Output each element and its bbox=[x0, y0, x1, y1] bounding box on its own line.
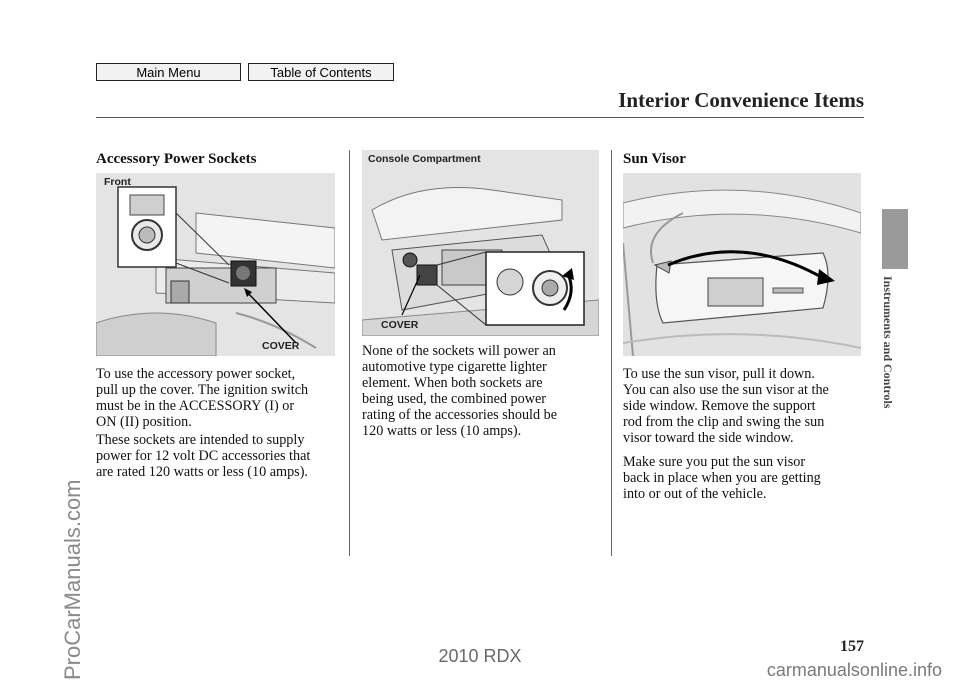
paragraph: None of the sockets will power an automotive type cigarette lighter element. When both sockets are being used, the combined power rating of the accessories should be 120 watts or less (10 amps). bbox=[362, 343, 558, 439]
console-compartment-label: Console Compartment bbox=[368, 153, 481, 165]
section-title: Interior Convenience Items bbox=[618, 88, 864, 112]
cover-label: COVER bbox=[262, 340, 300, 352]
side-tab-marker bbox=[882, 209, 908, 269]
column-divider bbox=[611, 150, 612, 556]
page-number: 157 bbox=[840, 638, 864, 655]
paragraph: To use the accessory power socket, pull up the cover. The ignition switch must be in the ACCESSORY (I) or ON (II) position. bbox=[96, 366, 309, 430]
paragraph: Make sure you put the sun visor back in place when you are getting into or out of the vehicle. bbox=[623, 454, 821, 502]
title-rule bbox=[96, 117, 864, 118]
accessory-power-sockets-heading: Accessory Power Sockets bbox=[96, 151, 257, 167]
cover-label: COVER bbox=[381, 319, 419, 331]
sun-visor-illustration bbox=[623, 173, 861, 356]
paragraph: To use the sun visor, pull it down. You can also use the sun visor at the side window. Remove the support rod from the clip and swing the sun visor toward the side window. bbox=[623, 366, 829, 446]
column-divider bbox=[349, 150, 350, 556]
paragraph: These sockets are intended to supply power for 12 volt DC accessories that are rated 120 watts or less (10 amps). bbox=[96, 432, 311, 480]
front-socket-illustration bbox=[96, 173, 335, 356]
console-compartment-illustration bbox=[362, 150, 599, 336]
side-tab-label: Instruments and Controls bbox=[881, 276, 895, 409]
front-label: Front bbox=[104, 176, 131, 188]
left-watermark: ProCarManuals.com bbox=[60, 479, 85, 680]
model-name: 2010 RDX bbox=[438, 646, 522, 666]
sun-visor-heading: Sun Visor bbox=[623, 151, 686, 167]
main-menu-button[interactable]: Main Menu bbox=[96, 63, 241, 81]
bottom-watermark: carmanualsonline.info bbox=[766, 660, 942, 680]
table-of-contents-button[interactable]: Table of Contents bbox=[248, 63, 394, 81]
